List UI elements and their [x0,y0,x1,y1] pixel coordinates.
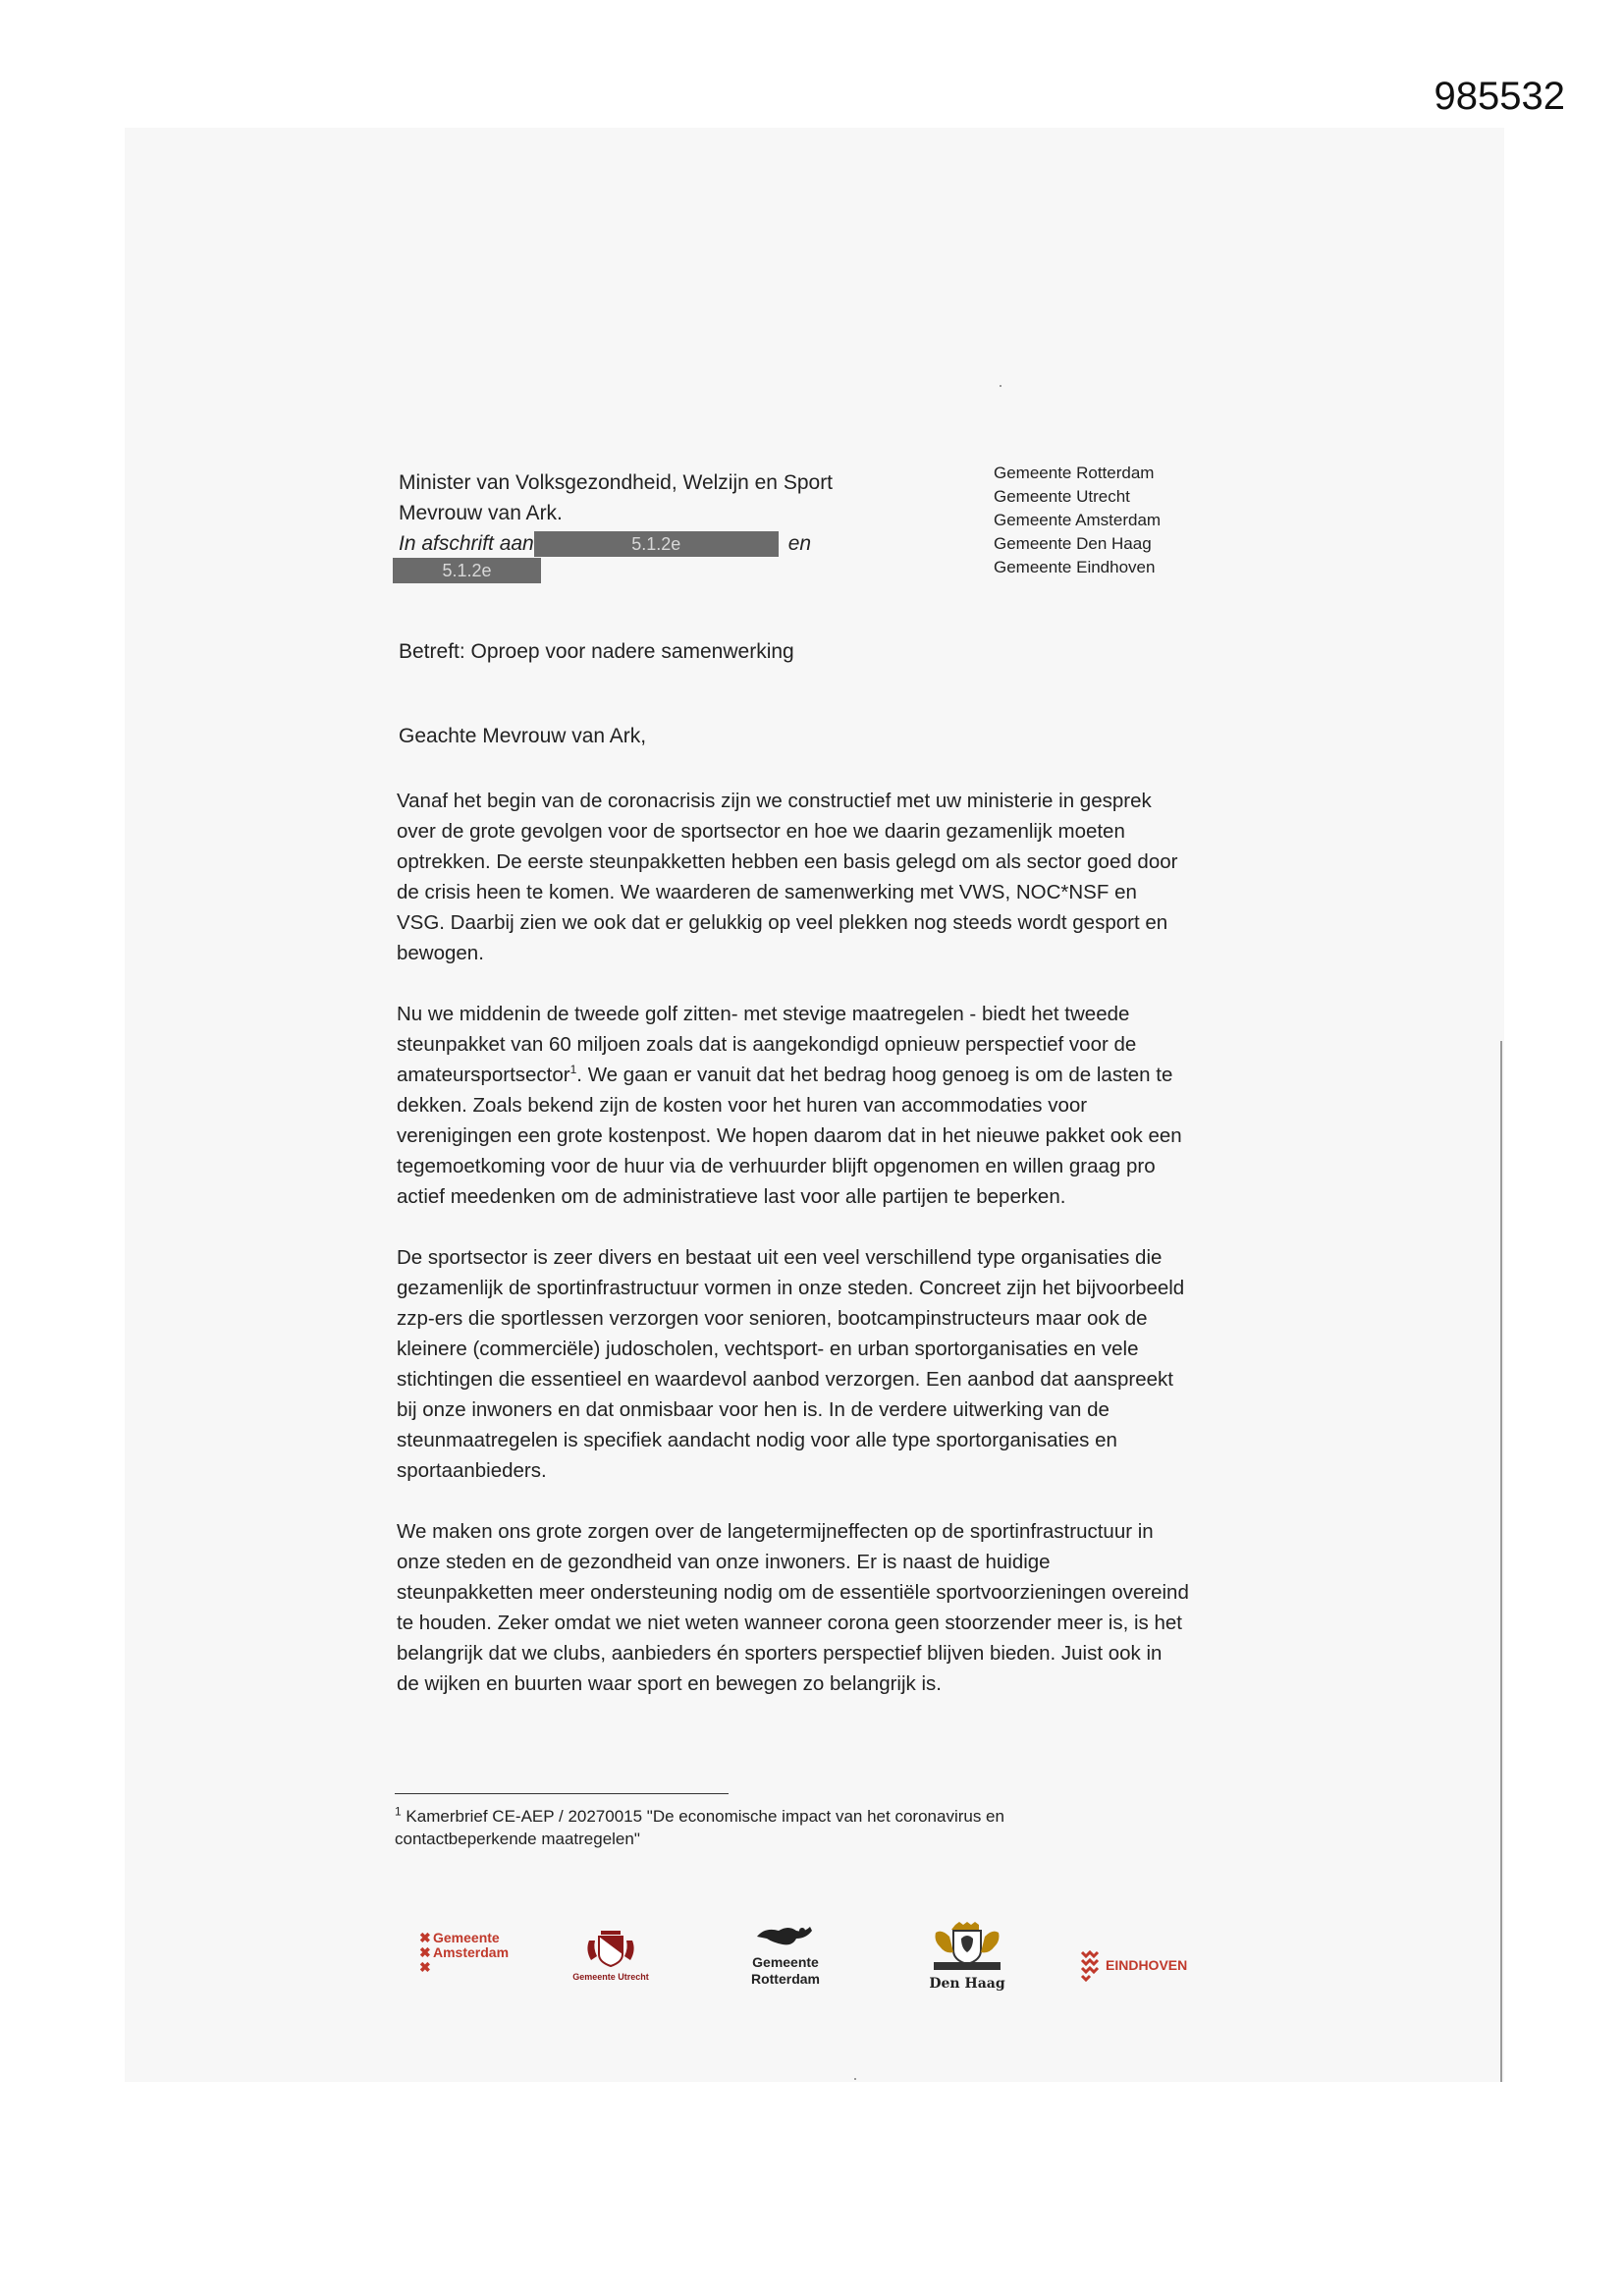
logo-den-haag [923,1921,1011,1992]
text-line: onze steden en de gezondheid van onze inwoners. Er is naast de huidige [397,1551,1051,1573]
amsterdam-cross-icon: ✖ [419,1930,431,1945]
paragraph-2 [397,999,1241,1212]
logo-rotterdam-line-2: Rotterdam [750,1971,820,1987]
text-line: belangrijk dat we clubs, aanbieders én sporters perspectief blijven bieden. Juist ook in [397,1642,1163,1665]
text-segment: amateursportsector [397,1064,570,1086]
footnote-line-1 [395,1805,1004,1828]
logo-amsterdam [419,1931,509,1975]
paragraph-1 [397,786,1241,968]
text-line: sportaanbieders. [397,1459,547,1482]
text-line: bij onze inwoners en dat onmisbaar voor hen is. In de verdere uitwerking van de [397,1398,1110,1421]
text-line: stichtingen die essentieel en waardevol aanbod verzorgen. Een aanbod dat aanspreekt [397,1368,1173,1391]
text-line: over de grote gevolgen voor de sportsector en hoe we daarin gezamenlijk moeten [397,820,1125,843]
footnote-line-2: contactbeperkende maatregelen" [395,1830,640,1848]
text-line: bewogen. [397,942,484,964]
scan-edge-line [1500,1041,1502,2082]
amsterdam-cross-icon: ✖ [419,1959,431,1975]
sender-utrecht: Gemeente Utrecht [994,487,1130,506]
text-line: steunpakket van 60 miljoen zoals dat is aangekondigd opnieuw perspectief voor de [397,1033,1137,1056]
utrecht-crest-icon [583,1927,638,1968]
document-id: 985532 [1434,75,1565,118]
text-line: kleinere (commerciële) judoscholen, vechtsport- en urban sportorganisaties en vele [397,1338,1139,1360]
logo-rotterdam [738,1923,833,1988]
sender-rotterdam: Gemeente Rotterdam [994,464,1155,482]
cc-conjunction: en [787,532,812,555]
redaction-box: 5.1.2e [534,531,779,557]
text-line: te houden. Zeker omdat we niet weten wanneer corona geen stoorzender meer is, is het [397,1612,1182,1634]
redaction-row [393,558,541,583]
text-line: gezamenlijk de sportinfrastructuur vormen in onze steden. Concreet zijn het bijvoorbeeld [397,1277,1185,1299]
text-line: de wijken en buurten waar sport en bewegen zo belangrijk is. [397,1672,942,1695]
text-line: tegemoetkoming voor de huur via de verhuurder blijft opgenomen en willen graag pro [397,1155,1156,1177]
eindhoven-wave-icon [1080,1948,1100,1982]
scan-speck [1000,385,1001,387]
addressee-line-1: Minister van Volksgezondheid, Welzijn en Sport [399,471,834,494]
text-line: steunmaatregelen is specifiek aandacht nodig voor alle type sportorganisaties en [397,1429,1117,1451]
den-haag-crest-icon [930,1921,1004,1972]
text-line: verenigingen een grote kostenpost. We hopen daarom dat in het nieuwe pakket ook een [397,1124,1182,1147]
text-line: We maken ons grote zorgen over de langetermijneffecten op de sportinfrastructuur in [397,1520,1154,1543]
logo-eindhoven [1080,1948,1187,1982]
rotterdam-lion-icon [751,1923,820,1950]
cc-line [399,528,833,559]
text-line: Nu we middenin de tweede golf zitten- met stevige maatregelen - biedt het tweede [397,1003,1130,1025]
sender-eindhoven: Gemeente Eindhoven [994,558,1156,576]
sender-list [994,462,1161,579]
logo-utrecht-label: Gemeente Utrecht [572,1972,649,1982]
logo-rotterdam-line-1: Gemeente [752,1954,819,1970]
salutation: Geachte Mevrouw van Ark, [399,725,647,747]
footnote-marker: 1 [569,1063,577,1077]
logo-amsterdam-line-1: Gemeente [433,1930,500,1945]
text-segment: . We gaan er vanuit dat het bedrag hoog genoeg is om de lasten te [576,1064,1173,1086]
logo-eindhoven-label: EINDHOVEN [1106,1957,1188,1973]
text-line: de crisis heen te komen. We waarderen de samenwerking met VWS, NOC*NSF en [397,881,1137,903]
paragraph-4 [397,1516,1241,1699]
footnote-number: 1 [395,1804,402,1819]
cc-prefix: In afschrift aan [399,532,534,555]
text-line: steunpakketten meer ondersteuning nodig om de essentiële sportvoorzieningen overeind [397,1581,1189,1604]
sender-den-haag: Gemeente Den Haag [994,534,1152,553]
text-line: VSG. Daarbij zien we ook dat er gelukkig op veel plekken nog steeds wordt gesport en [397,911,1168,934]
scan-speck [854,2078,856,2080]
logo-utrecht [562,1927,660,1982]
text-line: dekken. Zoals bekend zijn de kosten voor het huren van accommodaties voor [397,1094,1088,1117]
text-line: actief meedenken om de administratieve last voor alle partijen te beperken. [397,1185,1066,1208]
logo-amsterdam-line-2: Amsterdam [433,1944,510,1960]
footnote-text: Kamerbrief CE-AEP / 20270015 "De economische impact van het coronavirus en [406,1807,1004,1826]
sender-amsterdam: Gemeente Amsterdam [994,511,1162,529]
footnote [395,1805,1004,1850]
logo-den-haag-label: Den Haag [929,1976,1005,1992]
amsterdam-cross-icon: ✖ [419,1944,431,1960]
text-line: optrekken. De eerste steunpakketten hebben een basis gelegd om als sector goed door [397,850,1178,873]
paragraph-3 [397,1242,1241,1486]
subject-line: Betreft: Oproep voor nadere samenwerking [399,640,794,663]
addressee-line-2: Mevrouw van Ark. [399,502,563,524]
text-line: De sportsector is zeer divers en bestaat uit een veel verschillend type organisaties die [397,1246,1163,1269]
footnote-separator [395,1793,729,1794]
text-line: zzp-ers die sportlessen verzorgen voor senioren, bootcampinstructeurs maar ook de [397,1307,1148,1330]
addressee-block [399,467,833,559]
redaction-box: 5.1.2e [393,558,541,583]
text-line: Vanaf het begin van de coronacrisis zijn we constructief met uw ministerie in gesprek [397,790,1152,812]
text-line [397,1060,1241,1090]
